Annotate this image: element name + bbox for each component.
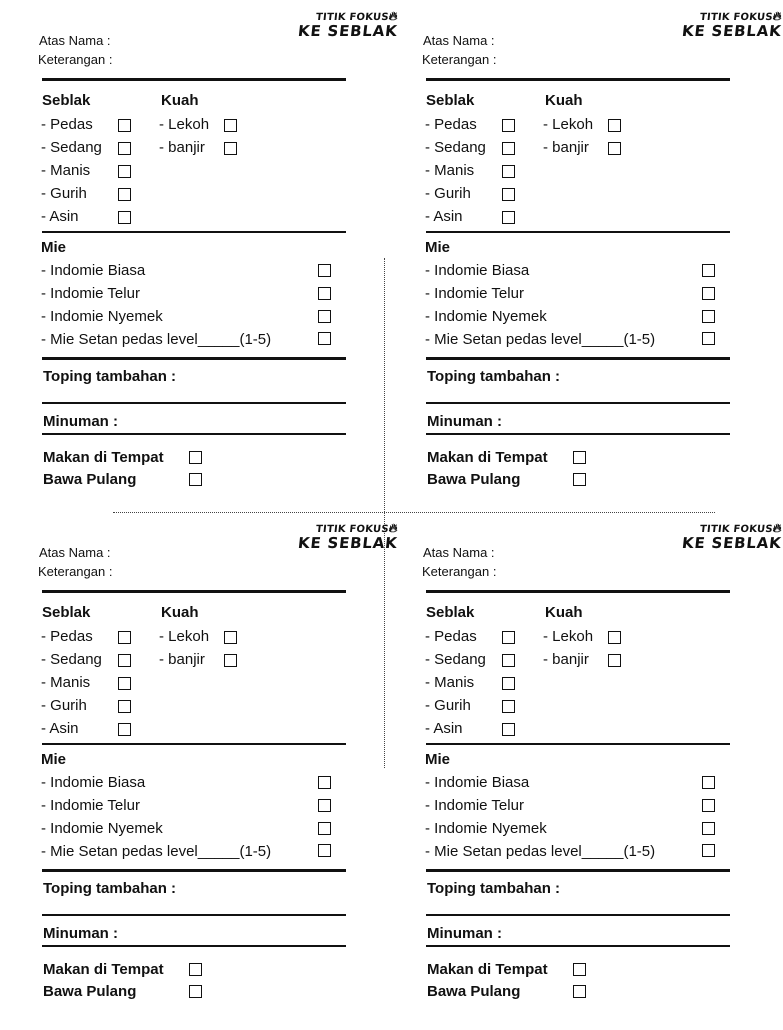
seblak-option-1-label: - Pedas [41,628,93,645]
divider-before-service [42,945,346,947]
brand-logo-top-text: TITIK FOKUS [699,12,774,23]
kuah-option-1-checkbox[interactable] [608,631,621,644]
atas-nama-label[interactable]: Atas Nama : [39,33,111,48]
mie-option-2-label: - Indomie Telur [41,797,140,814]
makan-di-tempat-label: Makan di Tempat [427,961,548,978]
flame-icon: 🔥︎ [388,9,399,23]
mie-option-4-checkbox[interactable] [702,844,715,857]
brand-logo [298,520,398,552]
seblak-option-2-checkbox[interactable] [118,142,131,155]
makan-di-tempat-label: Makan di Tempat [427,449,548,466]
bawa-pulang-label: Bawa Pulang [43,983,137,1000]
mie-option-1-checkbox[interactable] [318,264,331,277]
seblak-heading: Seblak [42,92,91,109]
mie-option-4-checkbox[interactable] [318,332,331,345]
toping-label[interactable]: Toping tambahan : [427,368,561,385]
mie-option-1-checkbox[interactable] [318,776,331,789]
minuman-label[interactable]: Minuman : [427,925,502,942]
brand-logo [298,8,398,40]
makan-di-tempat-checkbox[interactable] [189,963,202,976]
seblak-option-4-label: - Gurih [425,185,471,202]
mie-option-1-checkbox[interactable] [702,776,715,789]
mie-option-4-label: - Mie Setan pedas level_____(1-5) [425,331,656,348]
bawa-pulang-label: Bawa Pulang [43,471,137,488]
order-form-4 [422,520,782,1030]
seblak-option-4-checkbox[interactable] [118,700,131,713]
seblak-option-3-checkbox[interactable] [502,677,515,690]
kuah-option-1-label: - Lekoh [543,628,594,645]
toping-label[interactable]: Toping tambahan : [43,368,177,385]
minuman-label[interactable]: Minuman : [43,925,118,942]
bawa-pulang-label: Bawa Pulang [427,471,521,488]
seblak-option-3-label: - Manis [425,162,475,179]
kuah-option-1-label: - Lekoh [159,628,210,645]
divider-before-minuman [426,402,730,404]
divider-top [426,590,730,593]
mie-option-2-checkbox[interactable] [702,287,715,300]
makan-di-tempat-label: Makan di Tempat [43,961,164,978]
atas-nama-label[interactable]: Atas Nama : [423,33,495,48]
seblak-option-1-checkbox[interactable] [118,119,131,132]
seblak-option-1-checkbox[interactable] [502,631,515,644]
mie-option-2-label: - Indomie Telur [425,285,524,302]
mie-option-2-checkbox[interactable] [318,287,331,300]
kuah-option-2-label: - banjir [543,651,589,668]
seblak-option-5-checkbox[interactable] [502,723,515,736]
seblak-option-5-label: - Asin [41,208,79,225]
keterangan-label[interactable]: Keterangan : [38,52,113,67]
mie-option-2-checkbox[interactable] [318,799,331,812]
mie-option-3-label: - Indomie Nyemek [425,308,547,325]
seblak-option-1-label: - Pedas [425,628,477,645]
divider-before-minuman [42,402,346,404]
bawa-pulang-checkbox[interactable] [573,985,586,998]
mie-option-3-checkbox[interactable] [702,822,715,835]
kuah-option-1-label: - Lekoh [543,116,594,133]
mie-option-2-label: - Indomie Telur [41,285,140,302]
mie-option-4-checkbox[interactable] [702,332,715,345]
seblak-option-4-checkbox[interactable] [502,188,515,201]
kuah-option-1-label: - Lekoh [159,116,210,133]
seblak-option-1-checkbox[interactable] [118,631,131,644]
seblak-option-2-checkbox[interactable] [502,142,515,155]
kuah-option-1-checkbox[interactable] [224,631,237,644]
divider-before-mie [42,743,346,745]
atas-nama-label[interactable]: Atas Nama : [39,545,111,560]
kuah-option-2-checkbox[interactable] [224,142,237,155]
seblak-option-2-checkbox[interactable] [118,654,131,667]
kuah-option-2-checkbox[interactable] [608,142,621,155]
seblak-option-5-checkbox[interactable] [118,723,131,736]
keterangan-label[interactable]: Keterangan : [38,564,113,579]
mie-option-3-label: - Indomie Nyemek [41,308,163,325]
kuah-option-2-checkbox[interactable] [608,654,621,667]
makan-di-tempat-checkbox[interactable] [573,451,586,464]
seblak-option-4-label: - Gurih [41,185,87,202]
makan-di-tempat-label: Makan di Tempat [43,449,164,466]
seblak-option-4-checkbox[interactable] [502,700,515,713]
mie-option-1-checkbox[interactable] [702,264,715,277]
kuah-option-1-checkbox[interactable] [224,119,237,132]
seblak-option-2-label: - Sedang [41,651,102,668]
bawa-pulang-label: Bawa Pulang [427,983,521,1000]
mie-heading: Mie [41,239,67,256]
seblak-option-5-label: - Asin [425,208,463,225]
divider-before-toping [426,869,730,872]
brand-logo [682,520,782,552]
mie-option-1-label: - Indomie Biasa [425,262,530,279]
kuah-option-2-label: - banjir [159,139,205,156]
mie-option-1-label: - Indomie Biasa [425,774,530,791]
divider-before-mie [426,231,730,233]
mie-option-2-checkbox[interactable] [702,799,715,812]
seblak-option-2-checkbox[interactable] [502,654,515,667]
minuman-label[interactable]: Minuman : [427,413,502,430]
divider-before-mie [42,231,346,233]
seblak-option-2-label: - Sedang [425,651,486,668]
mie-heading: Mie [425,751,451,768]
mie-option-3-checkbox[interactable] [318,822,331,835]
divider-before-service [426,433,730,435]
seblak-option-5-label: - Asin [41,720,79,737]
bawa-pulang-checkbox[interactable] [189,473,202,486]
mie-option-4-label: - Mie Setan pedas level_____(1-5) [425,843,656,860]
mie-option-3-label: - Indomie Nyemek [425,820,547,837]
seblak-option-5-checkbox[interactable] [502,211,515,224]
divider-top [42,590,346,593]
seblak-heading: Seblak [426,92,475,109]
toping-label[interactable]: Toping tambahan : [43,880,177,897]
seblak-option-3-checkbox[interactable] [118,165,131,178]
mie-option-3-checkbox[interactable] [702,310,715,323]
mie-option-2-label: - Indomie Telur [425,797,524,814]
mie-option-4-checkbox[interactable] [318,844,331,857]
toping-label[interactable]: Toping tambahan : [427,880,561,897]
seblak-option-2-label: - Sedang [425,139,486,156]
divider-before-toping [42,869,346,872]
brand-logo-top-text: TITIK FOKUS [699,524,774,535]
bawa-pulang-checkbox[interactable] [189,985,202,998]
kuah-heading: Kuah [545,604,583,621]
flame-icon: 🔥︎ [772,521,783,535]
seblak-option-5-checkbox[interactable] [118,211,131,224]
brand-logo [682,8,782,40]
mie-option-3-checkbox[interactable] [318,310,331,323]
bawa-pulang-checkbox[interactable] [573,473,586,486]
mie-option-4-label: - Mie Setan pedas level_____(1-5) [41,843,272,860]
flame-icon: 🔥︎ [388,521,399,535]
atas-nama-label[interactable]: Atas Nama : [423,545,495,560]
divider-before-toping [426,357,730,360]
mie-heading: Mie [41,751,67,768]
seblak-option-4-label: - Gurih [41,697,87,714]
brand-logo-top-text: TITIK FOKUS [315,12,390,23]
keterangan-label[interactable]: Keterangan : [422,564,497,579]
brand-logo-main-text: KE SEBLAK [681,534,783,552]
brand-logo-main-text: KE SEBLAK [297,534,399,552]
seblak-option-1-label: - Pedas [41,116,93,133]
divider-before-minuman [42,914,346,916]
mie-heading: Mie [425,239,451,256]
seblak-option-1-label: - Pedas [425,116,477,133]
kuah-heading: Kuah [161,604,199,621]
seblak-option-2-label: - Sedang [41,139,102,156]
seblak-heading: Seblak [426,604,475,621]
divider-top [426,78,730,81]
brand-logo-top-text: TITIK FOKUS [315,524,390,535]
seblak-option-4-label: - Gurih [425,697,471,714]
kuah-option-2-label: - banjir [159,651,205,668]
divider-before-toping [42,357,346,360]
kuah-option-1-checkbox[interactable] [608,119,621,132]
seblak-option-3-checkbox[interactable] [502,165,515,178]
brand-logo-main-text: KE SEBLAK [681,22,783,40]
divider-before-service [42,433,346,435]
seblak-option-3-label: - Manis [425,674,475,691]
brand-logo-main-text: KE SEBLAK [297,22,399,40]
kuah-heading: Kuah [161,92,199,109]
divider-before-minuman [426,914,730,916]
makan-di-tempat-checkbox[interactable] [573,963,586,976]
order-form-2 [422,8,782,518]
makan-di-tempat-checkbox[interactable] [189,451,202,464]
seblak-heading: Seblak [42,604,91,621]
seblak-option-5-label: - Asin [425,720,463,737]
kuah-option-2-label: - banjir [543,139,589,156]
minuman-label[interactable]: Minuman : [43,413,118,430]
flame-icon: 🔥︎ [772,9,783,23]
mie-option-1-label: - Indomie Biasa [41,262,146,279]
keterangan-label[interactable]: Keterangan : [422,52,497,67]
seblak-option-1-checkbox[interactable] [502,119,515,132]
mie-option-4-label: - Mie Setan pedas level_____(1-5) [41,331,272,348]
mie-option-3-label: - Indomie Nyemek [41,820,163,837]
order-form-1 [38,8,398,518]
seblak-option-4-checkbox[interactable] [118,188,131,201]
order-form-3 [38,520,398,1030]
mie-option-1-label: - Indomie Biasa [41,774,146,791]
kuah-option-2-checkbox[interactable] [224,654,237,667]
divider-before-mie [426,743,730,745]
seblak-option-3-checkbox[interactable] [118,677,131,690]
divider-before-service [426,945,730,947]
kuah-heading: Kuah [545,92,583,109]
seblak-option-3-label: - Manis [41,162,91,179]
divider-top [42,78,346,81]
seblak-option-3-label: - Manis [41,674,91,691]
